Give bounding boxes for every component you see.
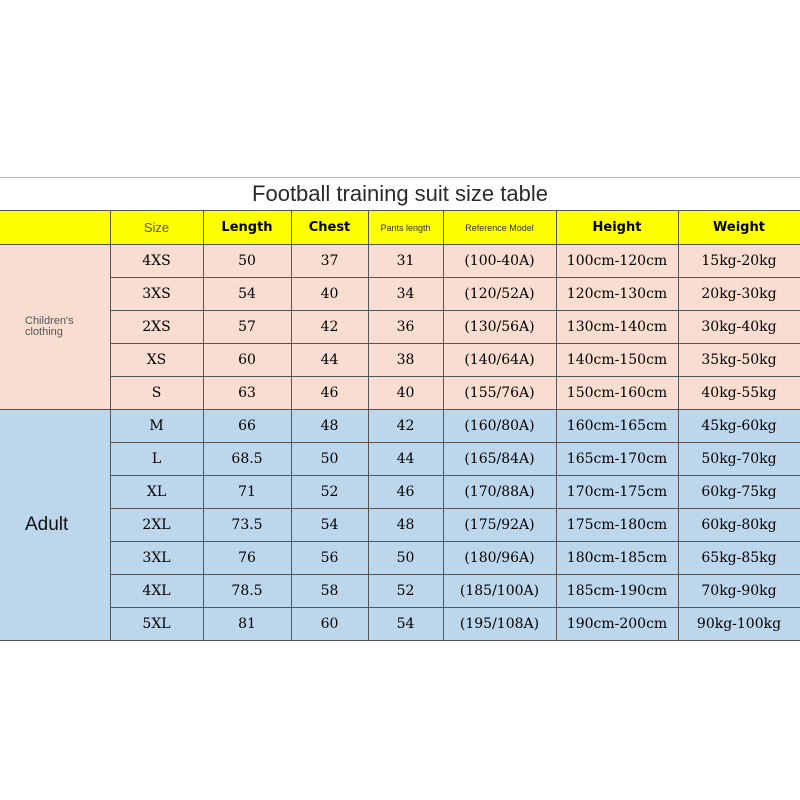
group-label-children: Children's clothing: [0, 245, 110, 410]
header-reference-model: Reference Model: [443, 211, 556, 245]
cell-chest: 56: [291, 542, 368, 575]
cell-weight: 90kg-100kg: [678, 608, 800, 641]
cell-weight: 40kg-55kg: [678, 377, 800, 410]
cell-reference-model: (195/108A): [443, 608, 556, 641]
cell-weight: 45kg-60kg: [678, 410, 800, 443]
header-corner: [0, 211, 110, 245]
header-size: Size: [110, 211, 203, 245]
table-row: [0, 344, 800, 377]
cell-size: 4XL: [110, 575, 203, 608]
cell-pants-length: 40: [368, 377, 443, 410]
cell-chest: 44: [291, 344, 368, 377]
cell-pants-length: 44: [368, 443, 443, 476]
page-title: Football training suit size table: [252, 181, 548, 206]
cell-weight: 65kg-85kg: [678, 542, 800, 575]
cell-height: 170cm-175cm: [556, 476, 678, 509]
table-row: [0, 410, 800, 443]
cell-weight: 15kg-20kg: [678, 245, 800, 278]
cell-pants-length: 36: [368, 311, 443, 344]
cell-weight: 50kg-70kg: [678, 443, 800, 476]
table-row: [0, 542, 800, 575]
table-row: [0, 278, 800, 311]
cell-size: S: [110, 377, 203, 410]
header-pants-length: Pants length: [368, 211, 443, 245]
cell-chest: 60: [291, 608, 368, 641]
cell-pants-length: 48: [368, 509, 443, 542]
cell-height: 190cm-200cm: [556, 608, 678, 641]
cell-size: M: [110, 410, 203, 443]
cell-reference-model: (140/64A): [443, 344, 556, 377]
cell-chest: 40: [291, 278, 368, 311]
table-row: [0, 245, 800, 278]
cell-reference-model: (180/96A): [443, 542, 556, 575]
cell-height: 150cm-160cm: [556, 377, 678, 410]
cell-chest: 46: [291, 377, 368, 410]
cell-height: 120cm-130cm: [556, 278, 678, 311]
cell-size: XL: [110, 476, 203, 509]
header-length: Length: [203, 211, 291, 245]
cell-length: 68.5: [203, 443, 291, 476]
cell-chest: 58: [291, 575, 368, 608]
table-row: [0, 476, 800, 509]
cell-height: 165cm-170cm: [556, 443, 678, 476]
cell-height: 175cm-180cm: [556, 509, 678, 542]
cell-reference-model: (175/92A): [443, 509, 556, 542]
cell-height: 100cm-120cm: [556, 245, 678, 278]
table-row: [0, 608, 800, 641]
cell-pants-length: 54: [368, 608, 443, 641]
cell-length: 54: [203, 278, 291, 311]
header-height: Height: [556, 211, 678, 245]
cell-reference-model: (100-40A): [443, 245, 556, 278]
cell-length: 81: [203, 608, 291, 641]
cell-height: 160cm-165cm: [556, 410, 678, 443]
cell-length: 76: [203, 542, 291, 575]
cell-length: 66: [203, 410, 291, 443]
cell-reference-model: (170/88A): [443, 476, 556, 509]
cell-pants-length: 38: [368, 344, 443, 377]
cell-chest: 42: [291, 311, 368, 344]
cell-length: 78.5: [203, 575, 291, 608]
cell-weight: 30kg-40kg: [678, 311, 800, 344]
cell-size: 4XS: [110, 245, 203, 278]
cell-height: 185cm-190cm: [556, 575, 678, 608]
cell-weight: 60kg-80kg: [678, 509, 800, 542]
cell-chest: 54: [291, 509, 368, 542]
cell-size: 3XS: [110, 278, 203, 311]
cell-length: 60: [203, 344, 291, 377]
cell-pants-length: 31: [368, 245, 443, 278]
cell-reference-model: (120/52A): [443, 278, 556, 311]
cell-chest: 37: [291, 245, 368, 278]
cell-weight: 35kg-50kg: [678, 344, 800, 377]
cell-length: 63: [203, 377, 291, 410]
cell-length: 50: [203, 245, 291, 278]
cell-pants-length: 50: [368, 542, 443, 575]
cell-reference-model: (160/80A): [443, 410, 556, 443]
cell-size: XS: [110, 344, 203, 377]
cell-reference-model: (155/76A): [443, 377, 556, 410]
cell-weight: 60kg-75kg: [678, 476, 800, 509]
table-row: [0, 443, 800, 476]
table-row: [0, 377, 800, 410]
cell-size: 2XL: [110, 509, 203, 542]
header-weight: Weight: [678, 211, 800, 245]
cell-pants-length: 46: [368, 476, 443, 509]
cell-chest: 50: [291, 443, 368, 476]
cell-size: 3XL: [110, 542, 203, 575]
cell-chest: 52: [291, 476, 368, 509]
table-row: [0, 575, 800, 608]
header-chest: Chest: [291, 211, 368, 245]
cell-length: 57: [203, 311, 291, 344]
cell-size: L: [110, 443, 203, 476]
cell-weight: 20kg-30kg: [678, 278, 800, 311]
cell-pants-length: 52: [368, 575, 443, 608]
cell-height: 130cm-140cm: [556, 311, 678, 344]
header-row: [0, 211, 800, 245]
cell-chest: 48: [291, 410, 368, 443]
table-row: [0, 509, 800, 542]
cell-pants-length: 42: [368, 410, 443, 443]
cell-reference-model: (165/84A): [443, 443, 556, 476]
table-row: [0, 311, 800, 344]
cell-size: 2XS: [110, 311, 203, 344]
cell-height: 180cm-185cm: [556, 542, 678, 575]
cell-reference-model: (185/100A): [443, 575, 556, 608]
cell-pants-length: 34: [368, 278, 443, 311]
size-table: [0, 210, 800, 641]
cell-weight: 70kg-90kg: [678, 575, 800, 608]
cell-height: 140cm-150cm: [556, 344, 678, 377]
cell-size: 5XL: [110, 608, 203, 641]
cell-reference-model: (130/56A): [443, 311, 556, 344]
size-table-body: [0, 245, 800, 641]
cell-length: 71: [203, 476, 291, 509]
group-label-adult: Adult: [0, 410, 110, 641]
cell-length: 73.5: [203, 509, 291, 542]
